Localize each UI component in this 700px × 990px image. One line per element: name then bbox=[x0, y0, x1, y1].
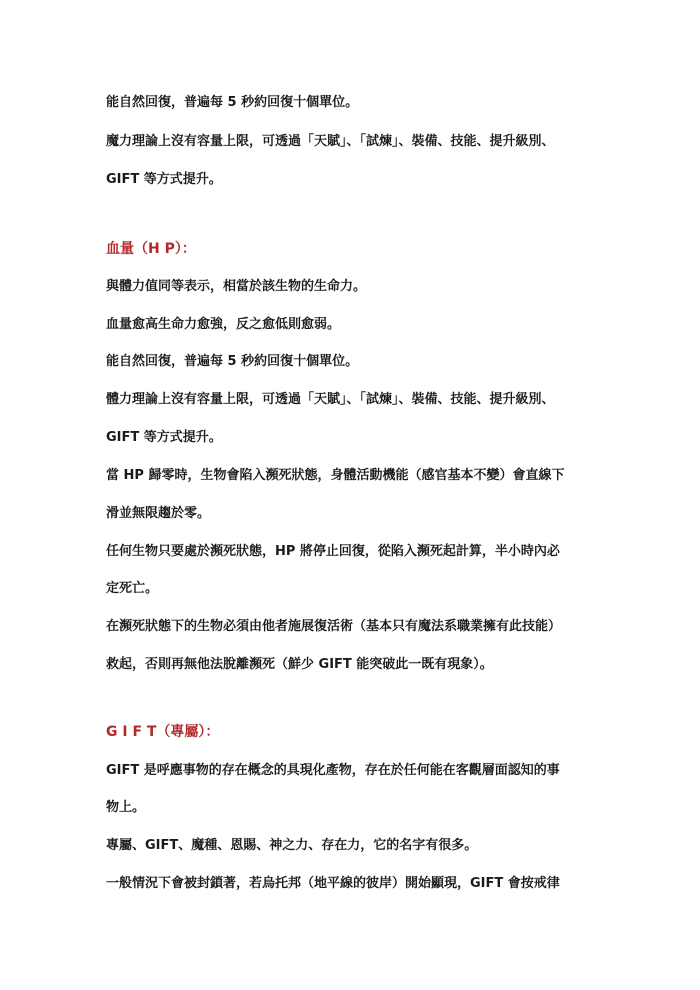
paragraph-line: GIFT 等方式提升。 bbox=[106, 172, 222, 187]
paragraph-line: 在瀕死狀態下的生物必須由他者施展復活術（基本只有魔法系職業擁有此技能） bbox=[106, 619, 562, 634]
paragraph-line: 魔力理論上沒有容量上限，可透過「天賦」、「試煉」、裝備、技能、提升級別、 bbox=[106, 134, 555, 149]
section-heading-hp: 血量（H P）： bbox=[106, 241, 196, 257]
paragraph-line: 當 HP 歸零時，生物會陷入瀕死狀態，身體活動機能（感官基本不變）會直線下 bbox=[106, 468, 565, 483]
paragraph-line: 任何生物只要處於瀕死狀態，HP 將停止回復，從陷入瀕死起計算，半小時內必 bbox=[106, 544, 560, 559]
paragraph-line: 一般情況下會被封鎖著，若烏托邦（地平線的彼岸）開始顯現，GIFT 會按戒律 bbox=[106, 876, 560, 891]
paragraph-line: GIFT 是呼應事物的存在概念的具現化產物，存在於任何能在客觀層面認知的事 bbox=[106, 763, 560, 778]
paragraph-line: 能自然回復，普遍每 5 秒約回復十個單位。 bbox=[106, 354, 359, 369]
section-heading-gift: G I F T（專屬）： bbox=[106, 724, 220, 740]
paragraph-line: 體力理論上沒有容量上限，可透過「天賦」、「試煉」、裝備、技能、提升級別、 bbox=[106, 392, 555, 407]
paragraph-line: 滑並無限趨於零。 bbox=[106, 506, 211, 521]
paragraph-line: 與體力值同等表示，相當於該生物的生命力。 bbox=[106, 279, 367, 294]
paragraph-line: 定死亡。 bbox=[106, 581, 159, 596]
paragraph-line: 血量愈高生命力愈強，反之愈低則愈弱。 bbox=[106, 317, 341, 332]
paragraph-line: 物上。 bbox=[106, 800, 146, 815]
paragraph-line: 救起，否則再無他法脫離瀕死（鮮少 GIFT 能突破此一既有現象）。 bbox=[106, 657, 493, 672]
paragraph-line: 能自然回復，普遍每 5 秒約回復十個單位。 bbox=[106, 95, 359, 110]
paragraph-line: 專屬、GIFT、魔種、恩賜、神之力、存在力，它的名字有很多。 bbox=[106, 838, 478, 853]
paragraph-line: GIFT 等方式提升。 bbox=[106, 430, 222, 445]
